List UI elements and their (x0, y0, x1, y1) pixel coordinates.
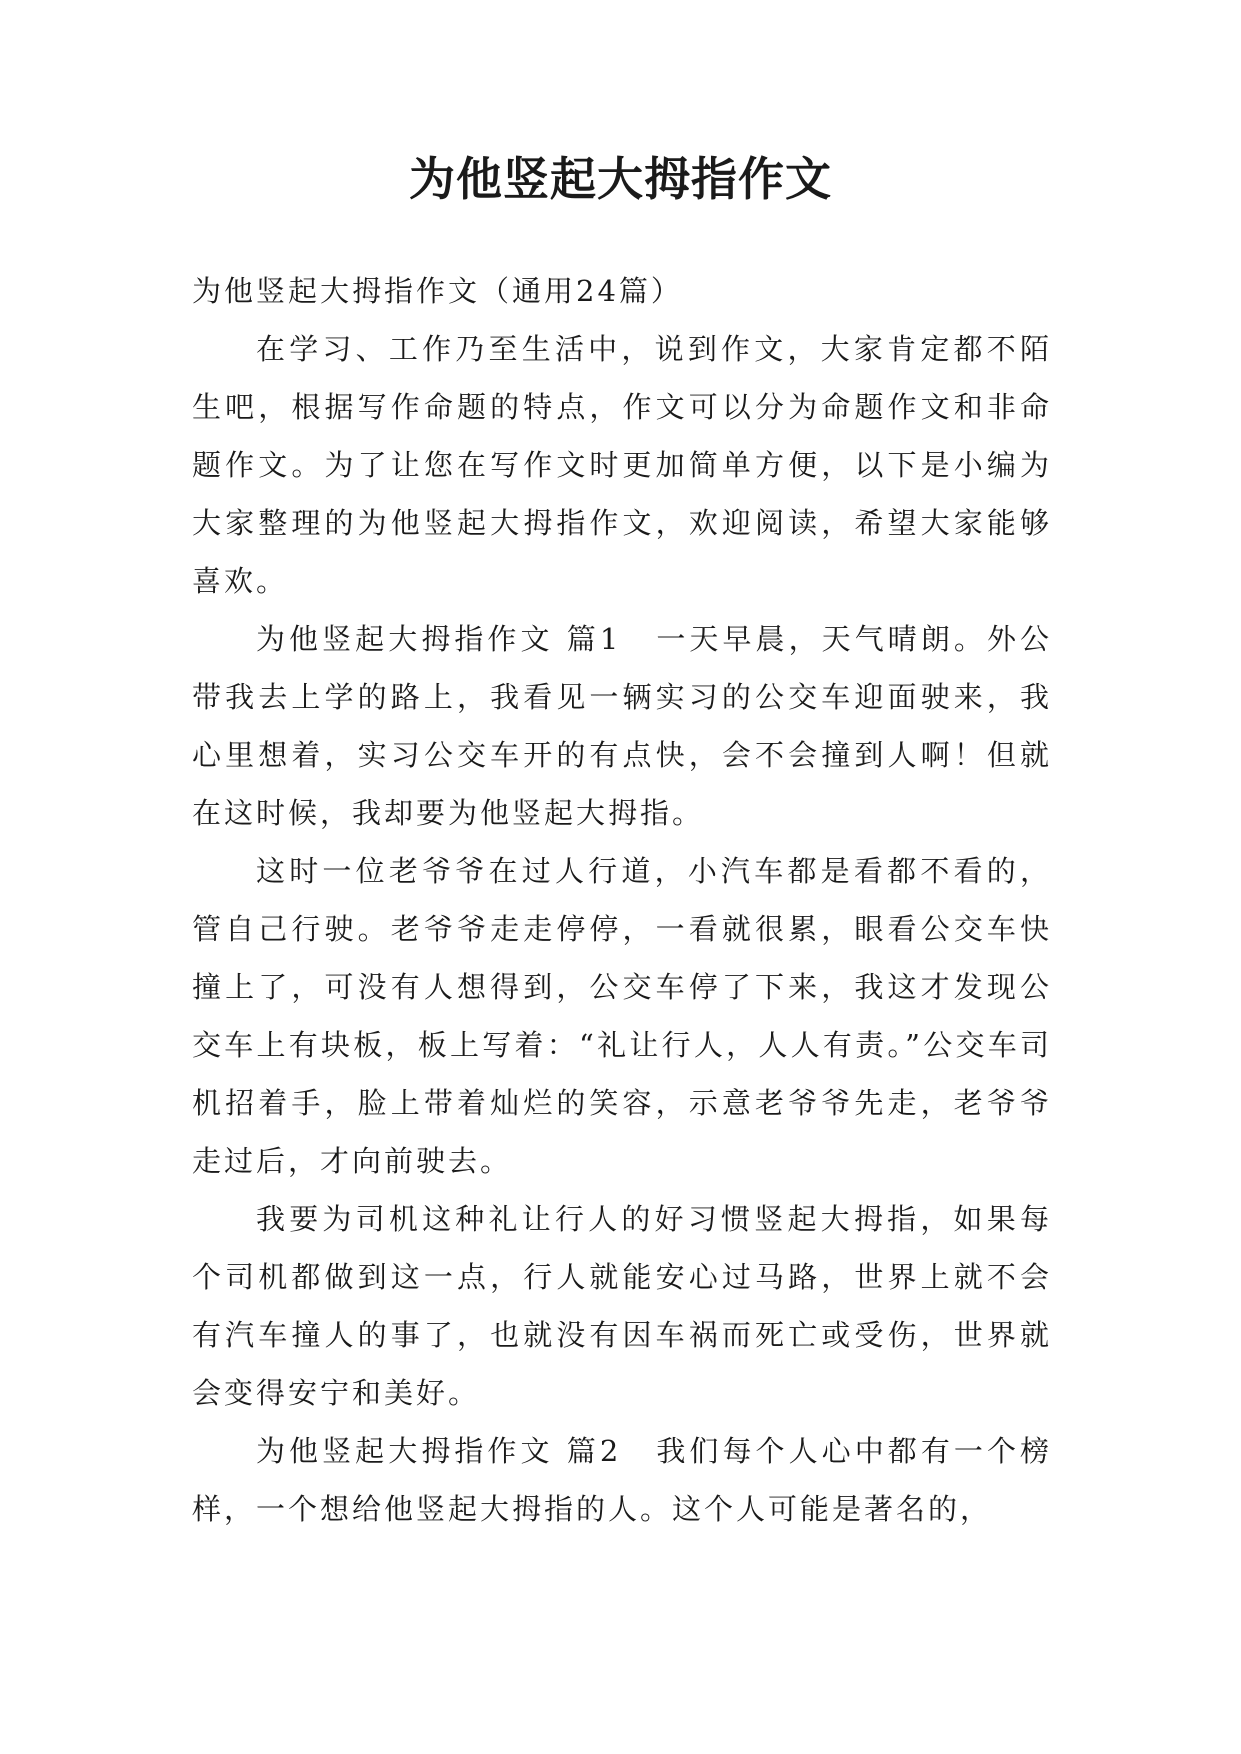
essay-2-paragraph-1: 我们每个人心中都有一个榜样，一个想给他竖起大拇指的人。这个人可能是著名的， (192, 1434, 1052, 1526)
essay-1-paragraph-2: 这时一位老爷爷在过人行道，小汽车都是看都不看的，管自己行驶。老爷爷走走停停，一看就很累，眼看公交车快撞上了，可没有人想得到，公交车停了下来，我这才发现公交车上有块板，板上写着：“礼让行人，人人有责。”公交车司机招着手，脸上带着灿烂的笑容，示意老爷爷先走，老爷爷走过后，才向前驶去。 (192, 854, 1052, 1178)
intro-paragraph: 在学习、工作乃至生活中，说到作文，大家肯定都不陌生吧，根据写作命题的特点，作文可以分为命题作文和非命题作文。为了让您在写作文时更加简单方便，以下是小编为大家整理的为他竖起大拇指作文，欢迎阅读，希望大家能够喜欢。 (192, 332, 1052, 598)
essay-1-paragraph-3: 我要为司机这种礼让行人的好习惯竖起大拇指，如果每个司机都做到这一点，行人就能安心过马路，世界上就不会有汽车撞人的事了，也就没有因车祸而死亡或受伤，世界就会变得安宁和美好。 (192, 1202, 1052, 1410)
essay-1-heading: 为他竖起大拇指作文 篇1 (256, 622, 622, 656)
document-body (192, 262, 1052, 1538)
document-title: 为他竖起大拇指作文 (409, 152, 832, 206)
essay-1-first-paragraph (192, 610, 1052, 842)
essay-2-heading: 为他竖起大拇指作文 篇2 (256, 1434, 622, 1468)
essay-2-first-paragraph (192, 1422, 1052, 1538)
document-subtitle: 为他竖起大拇指作文（通用24篇） (192, 274, 683, 308)
essay-1-paragraph-1: 一天早晨，天气晴朗。外公带我去上学的路上，我看见一辆实习的公交车迎面驶来，我心里想着，实习公交车开的有点快，会不会撞到人啊！但就在这时候，我却要为他竖起大拇指。 (192, 622, 1052, 830)
